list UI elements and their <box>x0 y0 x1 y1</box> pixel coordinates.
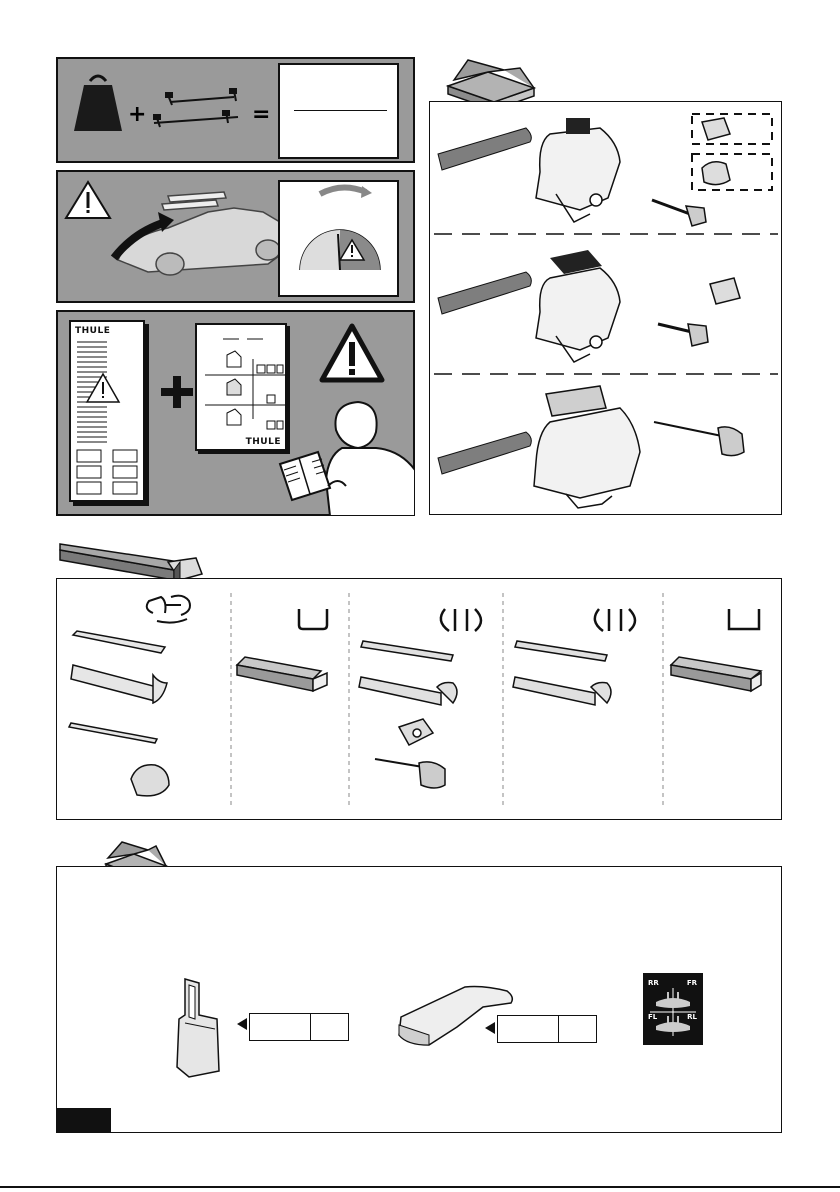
aero-bar-icon <box>359 641 457 705</box>
code-divider <box>558 1016 559 1042</box>
page-bottom-rule <box>0 1186 840 1188</box>
warning-triangle-icon <box>318 322 386 386</box>
aero-bar-profile-icon <box>595 609 635 631</box>
ruler-icon <box>438 432 531 474</box>
pad-icon <box>710 278 740 304</box>
ruler-icon <box>438 272 531 314</box>
pointer-arrow-icon <box>483 1020 497 1036</box>
wingbar-profile-icon <box>147 596 190 623</box>
lock-key-icon <box>375 759 445 788</box>
bracket-code-box <box>249 1013 349 1041</box>
square-bar-profile-icon <box>299 609 327 629</box>
bracket-icon <box>165 975 229 1081</box>
foot-kit-frame <box>429 101 782 515</box>
aero-bar-icon <box>513 641 611 705</box>
pad-icon <box>702 118 730 140</box>
roof-bars-icon <box>154 89 238 127</box>
instructions-panel <box>56 310 415 516</box>
foot-icon <box>534 386 640 508</box>
aero-bar-profile-icon <box>441 609 481 631</box>
brand-logo: THULE <box>245 437 281 447</box>
position-sticker-sheet <box>643 973 703 1045</box>
bar-profile-long-icon <box>69 631 169 796</box>
car-warning-panel <box>56 170 415 303</box>
speed-warning-card <box>278 180 399 297</box>
svg-text:=: = <box>252 102 271 127</box>
plus-icon <box>159 374 195 410</box>
speedometer-illustration <box>280 182 397 295</box>
foot-icon <box>536 250 620 362</box>
sticker-label: FR <box>686 979 697 987</box>
fitting-kit-frame <box>56 866 782 1133</box>
square-bar-profile-icon <box>729 609 759 629</box>
speedometer-icon <box>300 230 380 270</box>
pointer-arrow-icon <box>235 1016 249 1032</box>
fitting-kit-manual <box>69 320 145 502</box>
load-result-card <box>278 63 399 159</box>
warning-triangle-icon <box>87 374 119 402</box>
key-tool-icon <box>652 200 706 226</box>
pad-code-box <box>497 1015 597 1043</box>
page-tab <box>57 1108 111 1132</box>
code-divider <box>310 1014 311 1040</box>
end-cap-icon <box>399 719 433 745</box>
sticker-label: RL <box>687 1013 697 1021</box>
key-tool-icon <box>658 324 708 346</box>
load-capacity-panel <box>56 57 415 163</box>
brand-logo: THULE <box>75 326 111 336</box>
pad-icon <box>702 162 730 185</box>
lock-key-icon <box>654 422 744 456</box>
warning-triangle-icon <box>66 182 110 218</box>
svg-text:+: + <box>128 102 147 127</box>
weight-icon <box>74 76 122 131</box>
sticker-label: FL <box>648 1013 658 1021</box>
square-bar-icon <box>237 657 327 691</box>
result-line <box>294 110 387 111</box>
person-reading-icon <box>272 390 415 516</box>
foot-kit-contents <box>430 102 781 514</box>
ruler-icon <box>438 128 531 170</box>
bar-profiles-frame <box>56 578 782 820</box>
manual-contents <box>75 338 143 498</box>
square-bar-icon <box>671 657 761 691</box>
bar-profiles-contents <box>57 579 781 819</box>
sticker-label: RR <box>648 979 659 987</box>
foot-icon <box>536 118 620 222</box>
car-topview-icon <box>648 988 698 1036</box>
